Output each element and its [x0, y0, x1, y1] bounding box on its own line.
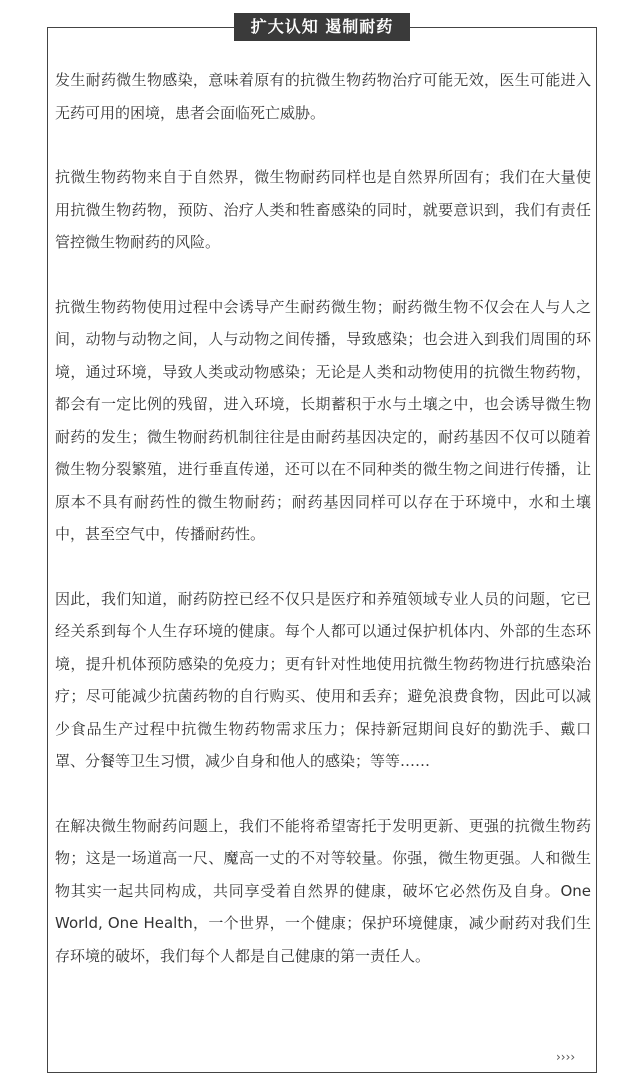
paragraph-5: 在解决微生物耐药问题上，我们不能将希望寄托于发明更新、更强的抗微生物药物；这是一场道高一尺、魔高一丈的不对等较量。你强，微生物更强。人和微生物其实一起共同构成，共同享受着自然界的健康，破坏它必然伤及自身。One World, One Health，一个世界，一个健康；保护环境健康，减少耐药对我们生存环境的破坏，我们每个人都是自己健康的第一责任人。 [55, 816, 591, 965]
more-arrows-icon: ›››› [556, 1050, 576, 1064]
paragraph-3: 抗微生物药物使用过程中会诱导产生耐药微生物；耐药微生物不仅会在人与人之间，动物与动物之间，人与动物之间传播，导致感染；也会进入到我们周围的环境，通过环境，导致人类或动物感染；无论是人类和动物使用的抗微生物药物，都会有一定比例的残留，进入环境，长期蓄积于水与土壤之中，也会诱导微生物耐药的发生；微生物耐药机制往往是由耐药基因决定的，耐药基因不仅可以随着微生物分裂繁殖，进行垂直传递，还可以在不同种类的微生物之间进行传播，让原本不具有耐药性的微生物耐药；耐药基因同样可以存在于环境中，水和土壤中，甚至空气中，传播耐药性。 [55, 297, 591, 543]
paragraph-2: 抗微生物药物来自于自然界，微生物耐药同样也是自然界所固有；我们在大量使用抗微生物药物，预防、治疗人类和牲畜感染的同时，就要意识到，我们有责任管控微生物耐药的风险。 [55, 168, 591, 251]
paragraph-4: 因此，我们知道，耐药防控已经不仅只是医疗和养殖领域专业人员的问题，它已经关系到每个人生存环境的健康。每个人都可以通过保护机体内、外部的生态环境，提升机体预防感染的免疫力；更有针对性地使用抗微生物药物进行抗感染治疗；尽可能减少抗菌药物的自行购买、使用和丢弃；避免浪费食物，因此可以减少食品生产过程中抗微生物药物需求压力；保持新冠期间良好的勤洗手、戴口罩、分餐等卫生习惯，减少自身和他人的感染；等等…… [55, 589, 591, 770]
article-body [55, 64, 591, 1004]
paragraph-1: 发生耐药微生物感染，意味着原有的抗微生物药物治疗可能无效，医生可能进入无药可用的困境，患者会面临死亡威胁。 [55, 71, 591, 122]
section-title: 扩大认知 遏制耐药 [234, 13, 410, 41]
